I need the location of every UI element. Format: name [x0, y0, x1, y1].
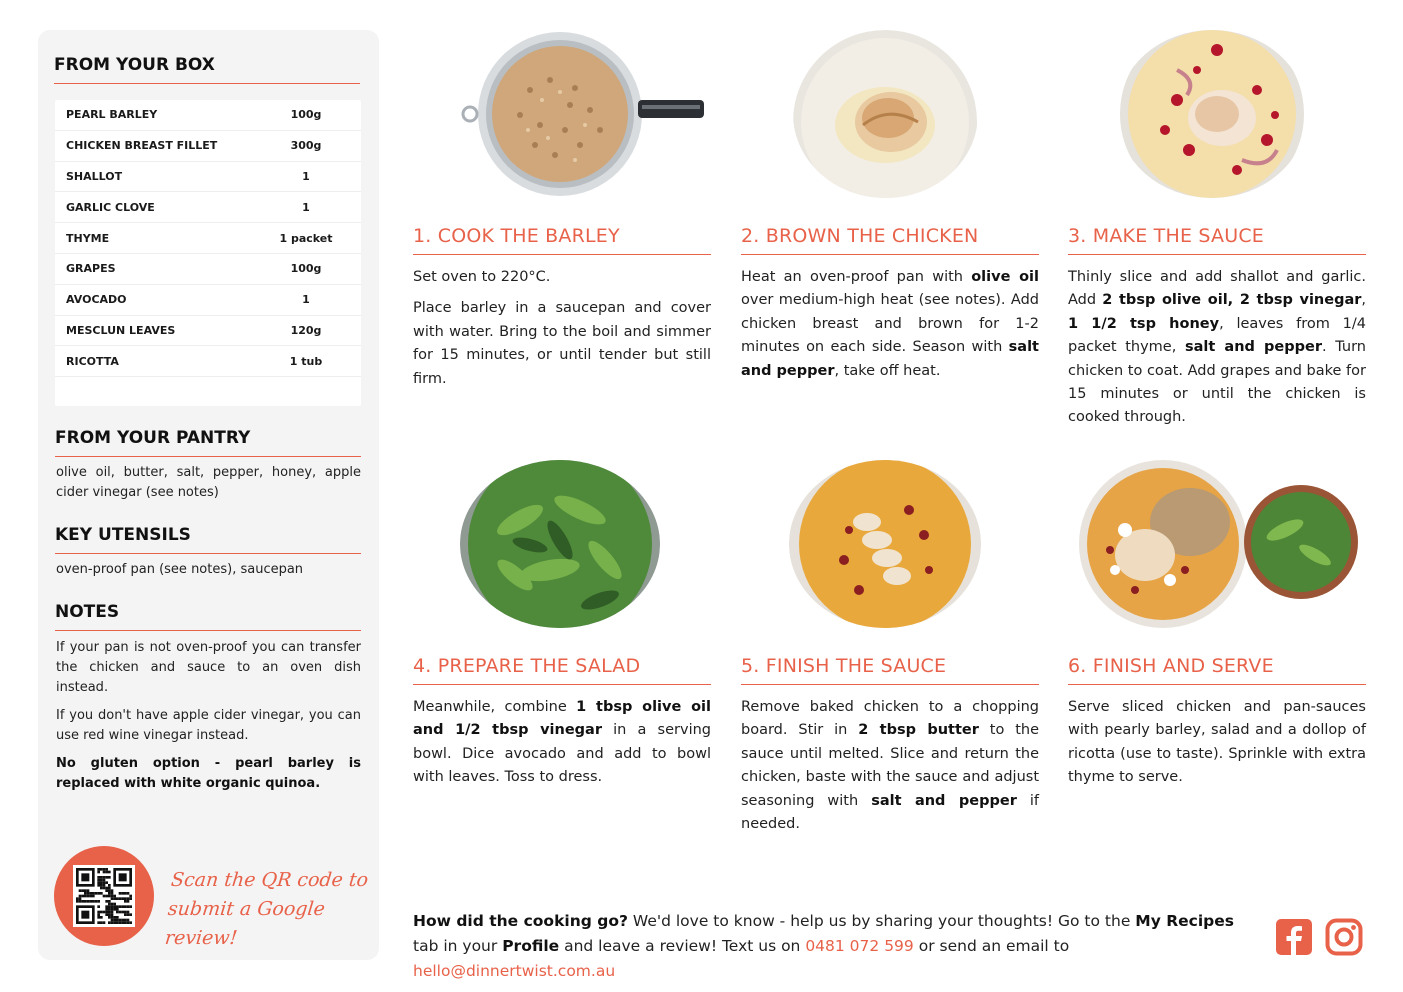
- footer-my-recipes: My Recipes: [1135, 912, 1234, 930]
- ingredient-name: AVOCADO: [66, 293, 127, 307]
- ingredient-qty: 100g: [290, 262, 322, 276]
- bold-text: 1 tbsp olive oil and 1/2 tbsp vinegar: [413, 699, 711, 739]
- bold-text: 1 1/2 tsp honey: [1068, 315, 1220, 332]
- step-5-title: 5. FINISH THE SAUCE: [741, 655, 1039, 685]
- sidebar: [38, 30, 379, 960]
- ingredient-name: MESCLUN LEAVES: [66, 323, 176, 337]
- facebook-icon[interactable]: [1275, 918, 1313, 956]
- text-run: . Turn chicken to coat. Add grapes and bake for 15 minutes or until the chicken is cooked through.: [1068, 339, 1367, 426]
- qr-code-icon[interactable]: [73, 865, 135, 927]
- footer-text-2: tab in your: [413, 937, 503, 955]
- step-3-title: 3. MAKE THE SAUCE: [1068, 225, 1366, 255]
- qr-badge[interactable]: [54, 846, 154, 946]
- bold-text: salt and pepper: [1185, 339, 1322, 356]
- step-paragraph: [741, 266, 1039, 383]
- text-run: , leaves from 1/4 packet thyme,: [1068, 315, 1366, 356]
- text-run: to the sauce until melted. Slice and return the chicken, baste with the sauce and adjust seasoning with: [741, 722, 1040, 809]
- step-1-title: 1. COOK THE BARLEY: [413, 225, 711, 255]
- text-run: Remove baked chicken to a chopping board. Stir in: [741, 699, 1039, 739]
- step-paragraph: [1068, 696, 1366, 790]
- ingredient-row: [55, 223, 361, 254]
- from-your-box-heading: FROM YOUR BOX: [54, 55, 360, 84]
- text-run: Set oven to 220°C.: [413, 269, 551, 285]
- text-run: , take off heat.: [834, 362, 941, 379]
- notes-heading: NOTES: [55, 602, 361, 631]
- ingredient-row: [55, 316, 361, 347]
- step-6-body: [1068, 696, 1366, 798]
- bold-text: olive oil: [971, 269, 1039, 285]
- step-paragraph: [413, 696, 711, 790]
- from-your-pantry-heading: FROM YOUR PANTRY: [55, 428, 361, 457]
- ingredient-name: GARLIC CLOVE: [66, 200, 155, 214]
- text-run: if needed.: [741, 792, 1040, 833]
- ingredient-name: CHICKEN BREAST FILLET: [66, 139, 218, 153]
- bold-text: salt and pepper: [871, 792, 1017, 809]
- ingredient-row: [55, 346, 361, 377]
- ingredient-name: RICOTTA: [66, 354, 119, 368]
- ingredient-row: [55, 192, 361, 223]
- ingredient-qty: 1: [302, 293, 310, 307]
- footer-text-4: or send an email to: [913, 937, 1070, 955]
- ingredient-row: [55, 285, 361, 316]
- salad-bowl-photo: [460, 460, 660, 628]
- text-run: ,: [1361, 292, 1367, 309]
- ingredient-qty: 100g: [290, 108, 322, 122]
- ingredient-qty: 1 packet: [279, 231, 333, 245]
- ingredient-row: [55, 162, 361, 193]
- step-paragraph: [1068, 266, 1366, 430]
- note-1: If your pan is not oven-proof you can transfer the chicken and sauce to an oven dish instead.: [56, 640, 361, 695]
- ingredient-row: [55, 131, 361, 162]
- step-1-body: [413, 266, 711, 399]
- review-footer: [413, 909, 1263, 984]
- ingredient-row: [55, 254, 361, 285]
- ingredient-qty: 1: [302, 169, 310, 183]
- bold-text: salt and pepper: [741, 339, 1039, 379]
- footer-question: How did the cooking go?: [413, 912, 628, 930]
- text-run: Thinly slice and add shallot and garlic. Add: [1068, 269, 1366, 309]
- footer-profile: Profile: [502, 937, 560, 955]
- ingredient-table: [55, 100, 361, 406]
- chicken-pan-photo: [793, 30, 978, 198]
- sauce-pan-photo: [1117, 30, 1307, 198]
- note-3: No gluten option - pearl barley is replaced with white organic quinoa.: [56, 756, 361, 791]
- pantry-list: olive oil, butter, salt, pepper, honey, apple cider vinegar (see notes): [56, 465, 361, 500]
- qr-callout-line-2: submit a Google review!: [163, 898, 327, 949]
- barley-saucepan-photo: [460, 30, 705, 198]
- plated-dish-photo: [1075, 460, 1360, 628]
- ingredient-name: SHALLOT: [66, 169, 123, 183]
- text-run: Place barley in a saucepan and cover with water. Bring to the boil and simmer for 15 minutes, or until tender but still firm.: [413, 300, 711, 387]
- ingredient-name: THYME: [66, 231, 110, 245]
- bold-text: 2 tbsp butter: [858, 722, 979, 739]
- ingredient-qty: 120g: [290, 323, 322, 337]
- text-run: in a serving bowl. Dice avocado and add to bowl with leaves. Toss to dress.: [413, 722, 711, 786]
- step-2-title: 2. BROWN THE CHICKEN: [741, 225, 1039, 255]
- footer-text-3: and leave a review! Text us on: [559, 937, 806, 955]
- sliced-chicken-sauce-photo: [789, 460, 981, 628]
- step-paragraph: [413, 266, 711, 289]
- bold-text: 2 tbsp olive oil, 2 tbsp vinegar: [1102, 292, 1362, 309]
- ingredient-qty: 1: [302, 200, 310, 214]
- step-2-body: [741, 266, 1039, 391]
- notes-body: [56, 638, 361, 802]
- footer-text-1: We'd love to know - help us by sharing your thoughts! Go to the: [627, 912, 1136, 930]
- ingredient-name: PEARL BARLEY: [66, 108, 158, 122]
- text-run: Serve sliced chicken and pan-sauces with pearly barley, salad and a dollop of ricotta (use to taste). Sprinkle with extra thyme to serve.: [1068, 699, 1366, 786]
- note-2: If you don't have apple cider vinegar, you can use red wine vinegar instead.: [56, 708, 361, 743]
- phone-link[interactable]: 0481 072 599: [805, 937, 914, 955]
- ingredient-qty: 300g: [290, 139, 322, 153]
- key-utensils-heading: KEY UTENSILS: [55, 525, 361, 554]
- step-3-body: [1068, 266, 1366, 438]
- instagram-icon[interactable]: [1325, 918, 1363, 956]
- text-run: Meanwhile, combine: [413, 699, 577, 715]
- step-paragraph: [413, 297, 711, 391]
- qr-callout: [163, 866, 372, 953]
- text-run: Heat an oven-proof pan with: [741, 269, 972, 285]
- step-6-title: 6. FINISH AND SERVE: [1068, 655, 1366, 685]
- ingredient-row: [55, 100, 361, 131]
- step-paragraph: [741, 696, 1039, 836]
- email-link[interactable]: hello@dinnertwist.com.au: [413, 962, 616, 980]
- utensils-list: oven-proof pan (see notes), saucepan: [56, 562, 304, 577]
- qr-callout-line-1: Scan the QR code to: [169, 869, 370, 891]
- text-run: over medium-high heat (see notes). Add chicken breast and brown for 1-2 minutes on each side. Season with: [741, 292, 1039, 356]
- step-4-title: 4. PREPARE THE SALAD: [413, 655, 711, 685]
- ingredient-name: GRAPES: [66, 262, 116, 276]
- step-4-body: [413, 696, 711, 798]
- ingredient-qty: 1 tub: [289, 354, 323, 368]
- step-5-body: [741, 696, 1039, 844]
